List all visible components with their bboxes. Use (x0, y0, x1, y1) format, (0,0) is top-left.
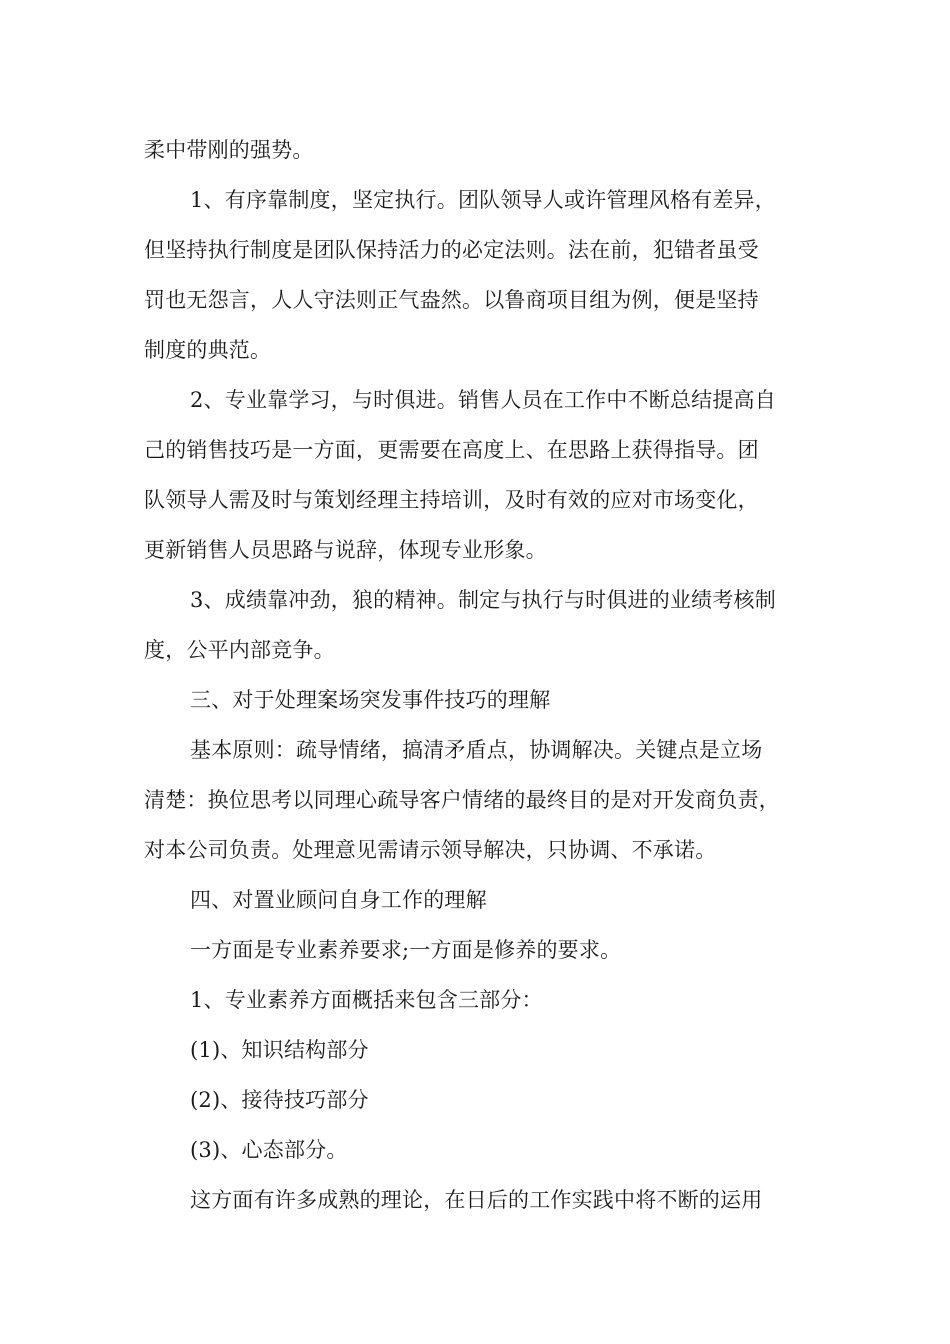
text-line: 对本公司负责。处理意见需请示领导解决，只协调、不承诺。 (144, 838, 717, 862)
text-line: 队领导人需及时与策划经理主持培训，及时有效的应对市场变化， (144, 488, 759, 512)
section-heading: 四、对置业顾问自身工作的理解 (190, 888, 487, 912)
text-line: 柔中带刚的强势。 (144, 138, 314, 162)
text-line: 1、专业素养方面概括来包含三部分： (190, 988, 543, 1012)
text-line: 更新销售人员思路与说辞，体现专业形象。 (144, 538, 547, 562)
list-item: (2)、接待技巧部分 (190, 1088, 369, 1112)
text-line: 己的销售技巧是一方面，更需要在高度上、在思路上获得指导。团 (144, 438, 759, 462)
text-line: 一方面是专业素养要求;一方面是修养的要求。 (190, 938, 622, 962)
text-line: 度，公平内部竞争。 (144, 638, 335, 662)
list-item: (3)、心态部分。 (190, 1138, 348, 1162)
text-line: 3、成绩靠冲劲，狼的精神。制定与执行与时俱进的业绩考核制 (190, 588, 776, 612)
text-line: 这方面有许多成熟的理论，在日后的工作实践中将不断的运用 (190, 1188, 763, 1212)
text-line: 罚也无怨言，人人守法则正气盎然。以鲁商项目组为例，便是坚持 (144, 288, 759, 312)
text-line: 2、专业靠学习，与时俱进。销售人员在工作中不断总结提高自 (190, 388, 776, 412)
text-line: 基本原则：疏导情绪，搞清矛盾点，协调解决。关键点是立场 (190, 738, 763, 762)
text-line: 制度的典范。 (144, 338, 272, 362)
text-line: 但坚持执行制度是团队保持活力的必定法则。法在前，犯错者虽受 (144, 238, 759, 262)
list-item: (1)、知识结构部分 (190, 1038, 369, 1062)
section-heading: 三、对于处理案场突发事件技巧的理解 (190, 688, 551, 712)
text-line: 清楚：换位思考以同理心疏导客户情绪的最终目的是对开发商负责， (144, 788, 780, 812)
text-line: 1、有序靠制度，坚定执行。团队领导人或许管理风格有差异， (190, 188, 776, 212)
